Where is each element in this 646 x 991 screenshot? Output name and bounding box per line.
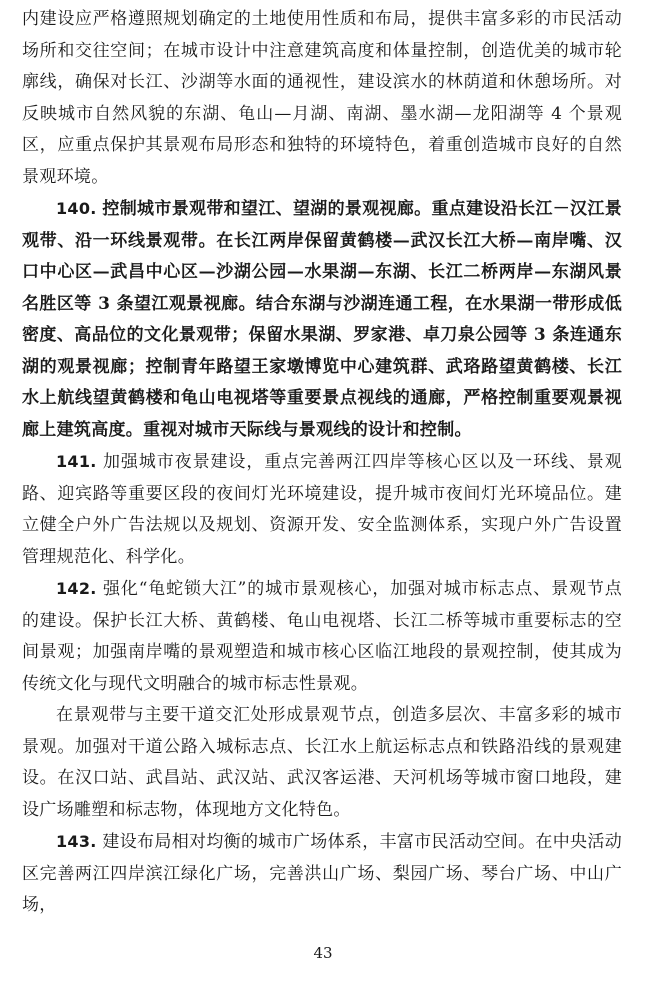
paragraph-text: 内建设应严格遵照规划确定的土地使用性质和布局，提供丰富多彩的市民活动场所和交往空间；在城市设计中注意建筑高度和体量控制，创造优美的城市轮廓线，确保对长江、沙湖等水面的通视性，建设滨水的林荫道和休憩场所。对反映城市自然风貌的东湖、龟山—月湖、南湖、墨水湖—龙阳湖等 4 个景观区，应重点保护其景观布局形态和独特的环境特色，着重创造城市良好的自然景观环境。 (22, 9, 622, 187)
paragraph-text: 在景观带与主要干道交汇处形成景观节点，创造多层次、丰富多彩的城市景观。加强对干道公路入城标志点、长江水上航运标志点和铁路沿线的景观建设。在汉口站、武昌站、武汉站、武汉客运港、天河机场等城市窗口地段，建设广场雕塑和标志物，体现地方文化特色。 (22, 705, 622, 820)
clause-number: 143. (56, 832, 97, 851)
paragraph-continuation (22, 4, 622, 193)
paragraph-text: 加强城市夜景建设，重点完善两江四岸等核心区以及一环线、景观路、迎宾路等重要区段的夜间灯光环境建设，提升城市夜间灯光环境品位。建立健全户外广告法规以及规划、资源开发、安全监测体系，实现户外广告设置管理规范化、科学化。 (22, 452, 622, 567)
paragraph-140 (22, 193, 622, 446)
paragraph-143 (22, 826, 622, 922)
paragraph-141 (22, 446, 622, 573)
paragraph-text: 强化“龟蛇锁大江”的城市景观核心，加强对城市标志点、景观节点的建设。保护长江大桥、黄鹤楼、龟山电视塔、长江二桥等城市重要标志的空间景观；加强南岸嘴的景观塑造和城市核心区临江地段的景观控制，使其成为传统文化与现代文明融合的城市标志性景观。 (22, 579, 622, 694)
document-body (22, 4, 622, 922)
paragraph-bold-text: 控制城市景观带和望江、望湖的景观视廊。重点建设沿长江－汉江景观带、沿一环线景观带。在长江两岸保留黄鹤楼—武汉长江大桥—南岸嘴、汉口中心区—武昌中心区—沙湖公园—水果湖—东湖、长江二桥两岸—东湖风景名胜区等 3 条望江观景视廊。结合东湖与沙湖连通工程，在水果湖一带形成低密度、高品位的文化景观带；保留水果湖、罗家港、卓刀泉公园等 3 条连通东湖的观景视廊；控制青年路望王家墩博览中心建筑群、武珞路望黄鹤楼、长江水上航线望黄鹤楼和龟山电视塔等重要景点视线的通廊，严格控制重要观景视廊上建筑高度。重视对城市天际线与景观线的设计和控制。 (22, 199, 622, 440)
clause-number: 142. (56, 579, 97, 598)
page-number: 43 (313, 944, 333, 962)
clause-number: 140. (56, 199, 97, 218)
paragraph-text: 建设布局相对均衡的城市广场体系，丰富市民活动空间。在中央活动区完善两江四岸滨江绿化广场，完善洪山广场、梨园广场、琴台广场、中山广场， (22, 832, 622, 915)
clause-number: 141. (56, 452, 97, 471)
paragraph-142 (22, 573, 622, 700)
paragraph-142-continued (22, 700, 622, 826)
